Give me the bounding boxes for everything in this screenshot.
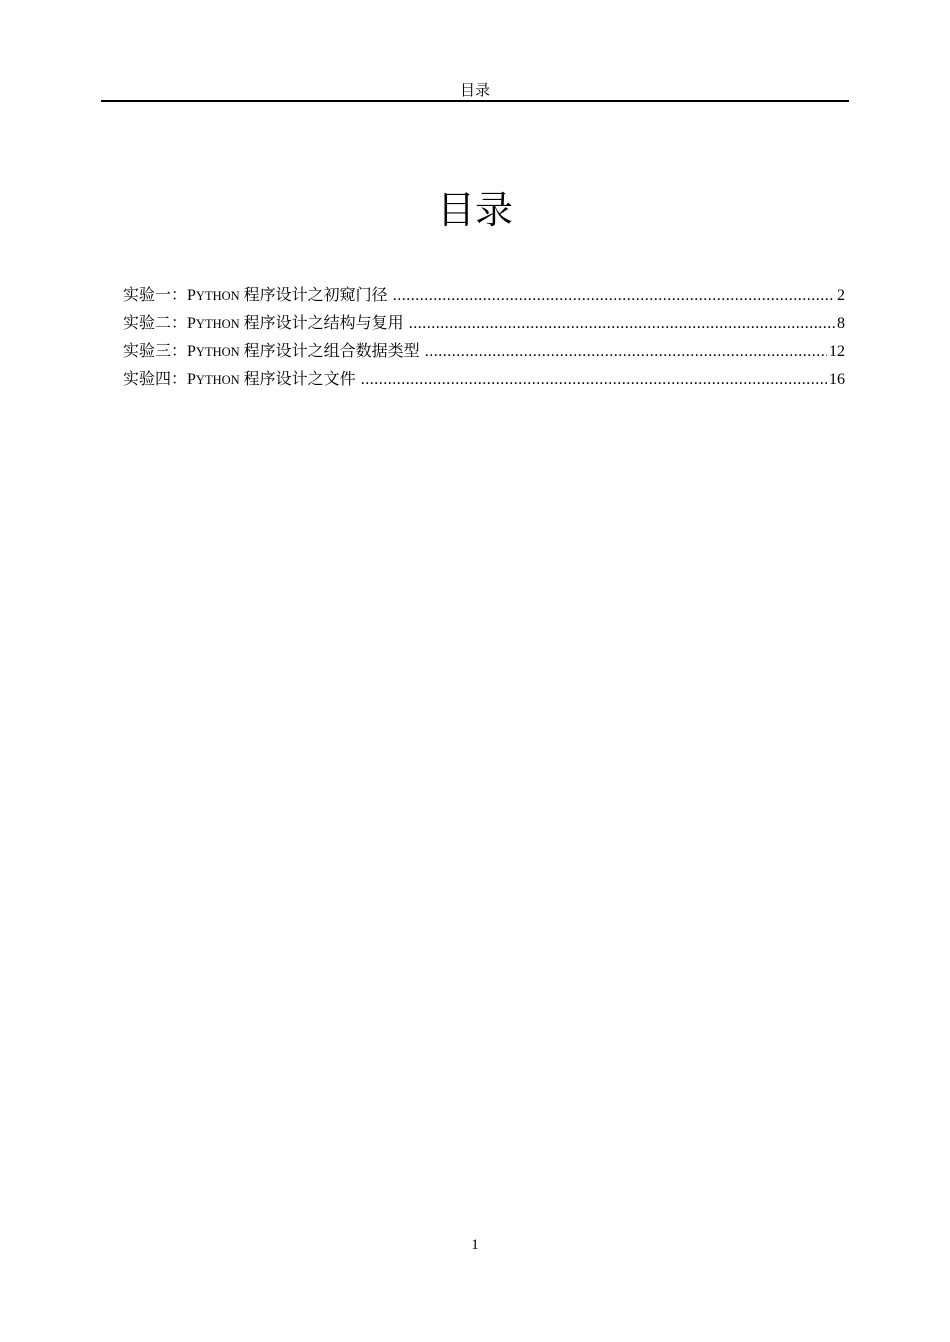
toc-entry-label: 实验四：PYTHON 程序设计之文件 [123, 371, 356, 388]
running-header: 目录 [459, 83, 490, 99]
page-title: 目录 [436, 190, 513, 233]
toc-leader-dots [409, 310, 835, 338]
toc-leader-dots [393, 282, 835, 310]
toc-entry-4[interactable] [123, 366, 845, 394]
toc-entry-3[interactable] [123, 338, 845, 366]
toc-entry-label: 实验三：PYTHON 程序设计之组合数据类型 [123, 343, 420, 360]
toc-page-number: 16 [829, 371, 845, 388]
table-of-contents [123, 282, 845, 394]
toc-page-number: 2 [837, 287, 845, 304]
toc-entry-label: 实验二：PYTHON 程序设计之结构与复用 [123, 315, 404, 332]
toc-page-number: 8 [837, 315, 845, 332]
toc-page-number: 12 [829, 343, 845, 360]
toc-leader-dots [425, 338, 827, 366]
header-rule [101, 100, 849, 102]
toc-leader-dots [361, 366, 827, 394]
toc-entry-label: 实验一：PYTHON 程序设计之初窥门径 [123, 287, 388, 304]
page-number: 1 [471, 1237, 479, 1253]
toc-entry-2[interactable] [123, 310, 845, 338]
toc-entry-1[interactable] [123, 282, 845, 310]
